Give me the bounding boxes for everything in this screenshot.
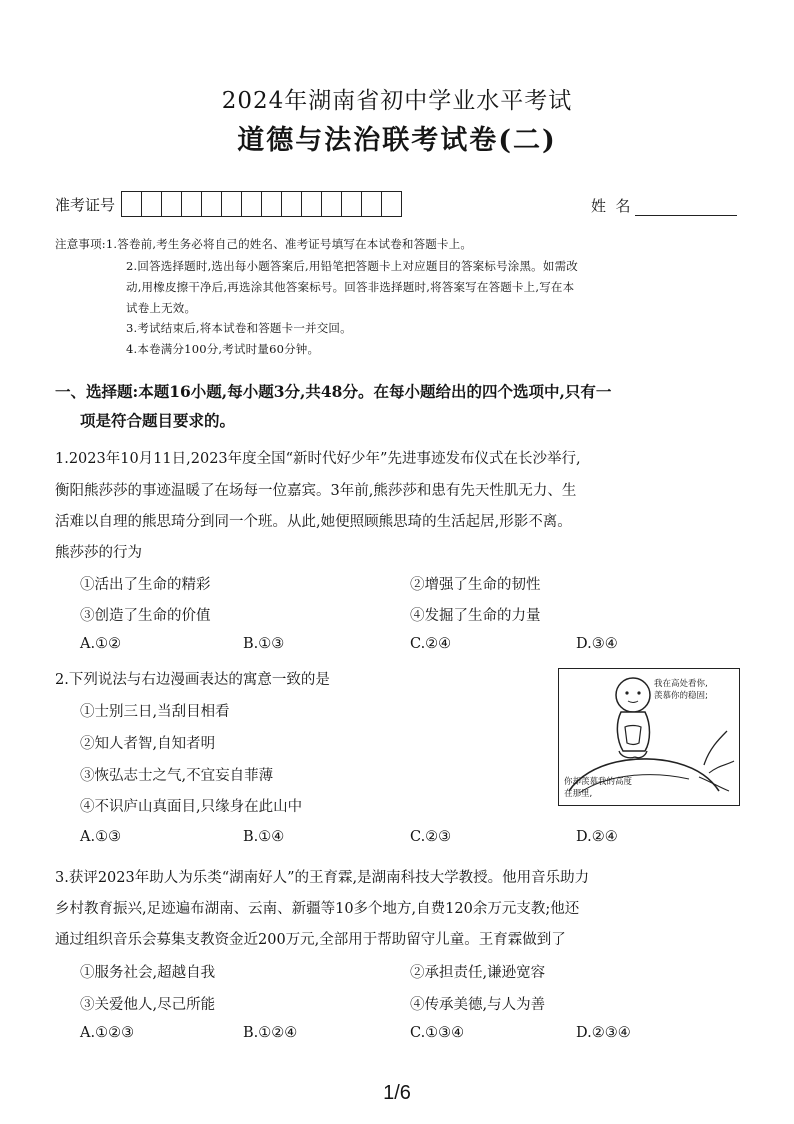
question-1-line-3: 活难以自理的熊思琦分到同一个班。从此,她便照顾熊思琦的生活起居,形影不离。 — [55, 514, 572, 530]
question-2-statement-4: ④不识庐山真面目,只缘身在此山中 — [80, 799, 303, 815]
section-heading-line-1: 一、选择题:本题16小题,每小题3分,共48分。在每小题给出的四个选项中,只有一 — [55, 382, 612, 401]
name-row — [591, 195, 737, 216]
question-2-choice-d[interactable]: D.②④ — [576, 829, 618, 845]
question-3-choice-a[interactable]: A.①②③ — [80, 1025, 135, 1041]
question-2-statement-2: ②知人者智,自知者明 — [80, 736, 216, 752]
question-1-line-2: 衡阳熊莎莎的事迹温暖了在场每一位嘉宾。3年前,熊莎莎和患有先天性肌无力、生 — [55, 483, 577, 499]
question-2-choice-c[interactable]: C.②③ — [410, 829, 452, 845]
question-1-line-4: 熊莎莎的行为 — [55, 545, 142, 561]
exam-id-digit-box[interactable] — [322, 192, 342, 216]
cartoon-illustration — [558, 668, 740, 806]
question-3-line-1: 3.获评2023年助人为乐类“湖南好人”的王育霖,是湖南科技大学教授。他用音乐助力 — [55, 870, 590, 886]
exam-title: 2024年湖南省初中学业水平考试 — [221, 88, 573, 114]
question-3-statement-1: ①服务社会,超越自我 — [80, 965, 216, 981]
section-heading-line-2: 项是符合题目要求的。 — [80, 411, 236, 430]
exam-id-digit-box[interactable] — [342, 192, 362, 216]
name-label: 姓 名 — [591, 197, 631, 215]
cartoon-bottom-caption-line-1: 你却羡慕我的高度 — [564, 777, 633, 787]
exam-id-digit-box[interactable] — [222, 192, 242, 216]
question-2-stem: 2.下列说法与右边漫画表达的寓意一致的是 — [55, 672, 330, 688]
question-1-choice-c[interactable]: C.②④ — [410, 636, 452, 652]
exam-id-row — [55, 189, 402, 219]
question-1-statement-2: ②增强了生命的韧性 — [410, 577, 541, 593]
question-1-statement-3: ③创造了生命的价值 — [80, 608, 211, 624]
question-3-choice-c[interactable]: C.①③④ — [410, 1025, 465, 1041]
notice-line-4: 试卷上无效。 — [126, 301, 197, 315]
cartoon-top-caption-line-2: 羡慕你的稳固; — [654, 691, 708, 701]
question-1-choice-a[interactable]: A.①② — [80, 636, 122, 652]
exam-id-digit-box[interactable] — [122, 192, 142, 216]
exam-id-digit-box[interactable] — [302, 192, 322, 216]
cartoon-top-caption-line-1: 我在高处看你, — [654, 679, 708, 689]
notice-line-2: 2.回答选择题时,选出每小题答案后,用铅笔把答题卡上对应题目的答案标号涂黑。如需改 — [126, 259, 578, 273]
exam-id-digit-box[interactable] — [162, 192, 182, 216]
question-1-choice-d[interactable]: D.③④ — [576, 636, 618, 652]
question-3-choice-d[interactable]: D.②③④ — [576, 1025, 631, 1041]
exam-id-digit-box[interactable] — [382, 192, 401, 216]
notice-line-3: 动,用橡皮擦干净后,再选涂其他答案标号。回答非选择题时,将答案写在答题卡上,写在本 — [126, 280, 575, 294]
question-3-statement-3: ③关爱他人,尽己所能 — [80, 997, 216, 1013]
name-field[interactable] — [635, 198, 737, 216]
question-3-statement-2: ②承担责任,谦逊宽容 — [410, 965, 546, 981]
question-1-choice-b[interactable]: B.①③ — [243, 636, 285, 652]
exam-id-digit-box[interactable] — [282, 192, 302, 216]
exam-id-digit-box[interactable] — [202, 192, 222, 216]
question-3-choice-b[interactable]: B.①②④ — [243, 1025, 298, 1041]
question-3-statement-4: ④传承美德,与人为善 — [410, 997, 546, 1013]
paper-title: 道德与法治联考试卷(二) — [237, 125, 557, 156]
exam-id-label: 准考证号 — [55, 195, 116, 214]
question-1-statement-4: ④发掘了生命的力量 — [410, 608, 541, 624]
question-2-choice-b[interactable]: B.①④ — [243, 829, 285, 845]
question-1-statement-1: ①活出了生命的精彩 — [80, 577, 211, 593]
question-2-statement-3: ③恢弘志士之气,不宜妄自菲薄 — [80, 768, 274, 784]
exam-id-digit-box[interactable] — [362, 192, 382, 216]
exam-id-boxes[interactable] — [121, 191, 402, 217]
question-2-statement-1: ①士别三日,当刮目相看 — [80, 704, 230, 720]
notice-line-1: 注意事项:1.答卷前,考生务必将自己的姓名、准考证号填写在本试卷和答题卡上。 — [55, 237, 473, 251]
exam-id-digit-box[interactable] — [242, 192, 262, 216]
exam-id-digit-box[interactable] — [262, 192, 282, 216]
page-number: 1/6 — [383, 1082, 411, 1104]
exam-id-digit-box[interactable] — [142, 192, 162, 216]
question-2-choice-a[interactable]: A.①③ — [80, 829, 122, 845]
notice-line-6: 4.本卷满分100分,考试时量60分钟。 — [126, 342, 320, 356]
question-3-line-3: 通过组织音乐会募集支教资金近200万元,全部用于帮助留守儿童。王育霖做到了 — [55, 932, 566, 948]
cartoon-bottom-caption-line-2: 在那里, — [564, 789, 593, 799]
question-1-line-1: 1.2023年10月11日,2023年度全国“新时代好少年”先进事迹发布仪式在长沙举行, — [55, 451, 581, 467]
notice-line-5: 3.考试结束后,将本试卷和答题卡一并交回。 — [126, 321, 352, 335]
exam-id-digit-box[interactable] — [182, 192, 202, 216]
question-3-line-2: 乡村教育振兴,足迹遍布湖南、云南、新疆等10多个地方,自费120余万元支教;他还 — [55, 901, 580, 917]
